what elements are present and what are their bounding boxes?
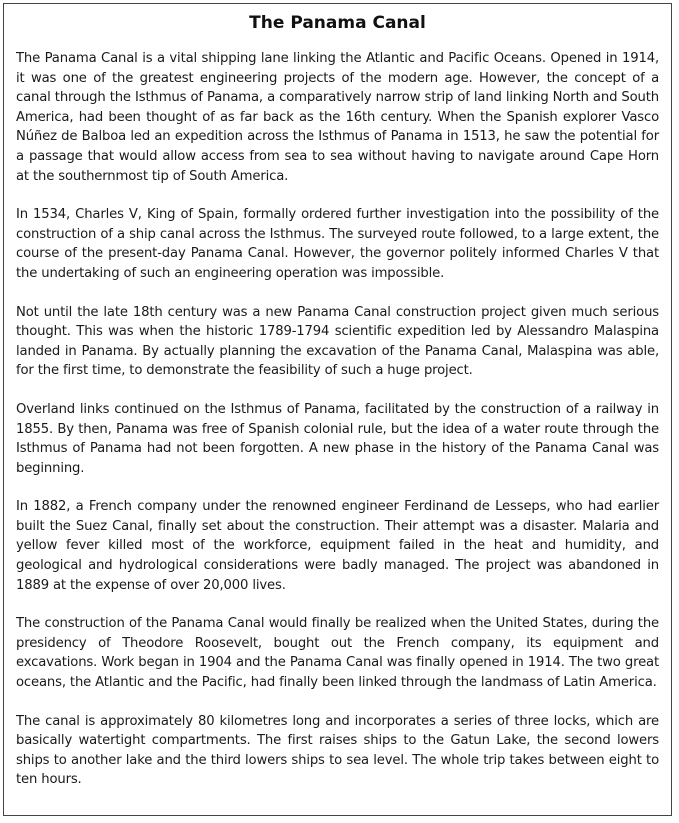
document-title: The Panama Canal — [249, 13, 426, 33]
paragraph-6: The construction of the Panama Canal would finally be realized when the United States, during the presidency of Theodore Roosevelt, bought out the French company, its equipment and excavations. Work began in 1904 and the Panama Canal was finally opened in 1914. The two great oceans, the Atlantic and the Pacific, had finally been linked through the landmass of Latin America. — [16, 616, 659, 691]
paragraph-3: Not until the late 18th century was a new Panama Canal construction project given much serious thought. This was when the historic 1789-1794 scientific expedition led by Alessandro Malaspina landed in Panama. By actually planning the excavation of the Panama Canal, Malaspina was able, for the first time, to demonstrate the feasibility of such a huge project. — [16, 304, 659, 379]
paragraph-5: In 1882, a French company under the renowned engineer Ferdinand de Lesseps, who had earlier built the Suez Canal, finally set about the construction. Their attempt was a disaster. Malaria and yellow fever killed most of the workforce, equipment failed in the heat and humidity, and geological and hydrological considerations were badly managed. The project was abandoned in 1889 at the expense of over 20,000 lives. — [16, 499, 659, 593]
paragraph-4: Overland links continued on the Isthmus of Panama, facilitated by the construction of a railway in 1855. By then, Panama was free of Spanish colonial rule, but the idea of a water route through the Isthmus of Panama had not been forgotten. A new phase in the history of the Panama Canal was beginning. — [16, 401, 659, 476]
paragraph-2: In 1534, Charles V, King of Spain, formally ordered further investigation into the possibility of the construction of a ship canal across the Isthmus. The surveyed route followed, to a large extent, the course of the present-day Panama Canal. However, the governor politely informed Charles V that the undertaking of such an engineering operation was impossible. — [16, 207, 659, 281]
document-frame — [3, 3, 672, 816]
paragraph-7: The canal is approximately 80 kilometres long and incorporates a series of three locks, which are basically watertight compartments. The first raises ships to the Gatun Lake, the second lowers ships to another lake and the third lowers ships to sea level. The whole trip takes between eight to ten hours. — [16, 713, 659, 788]
paragraph-1: The Panama Canal is a vital shipping lane linking the Atlantic and Pacific Oceans. Opened in 1914, it was one of the greatest engineering projects of the modern age. However, the concept of a canal through the Isthmus of Panama, a comparatively narrow strip of land linking North and South America, had been thought of as far back as the 16th century. When the Spanish explorer Vasco Núñez de Balboa led an expedition across the Isthmus of Panama in 1513, he saw the potential for a passage that would allow access from sea to sea without having to navigate around Cape Horn at the southernmost tip of South America. — [16, 51, 659, 184]
